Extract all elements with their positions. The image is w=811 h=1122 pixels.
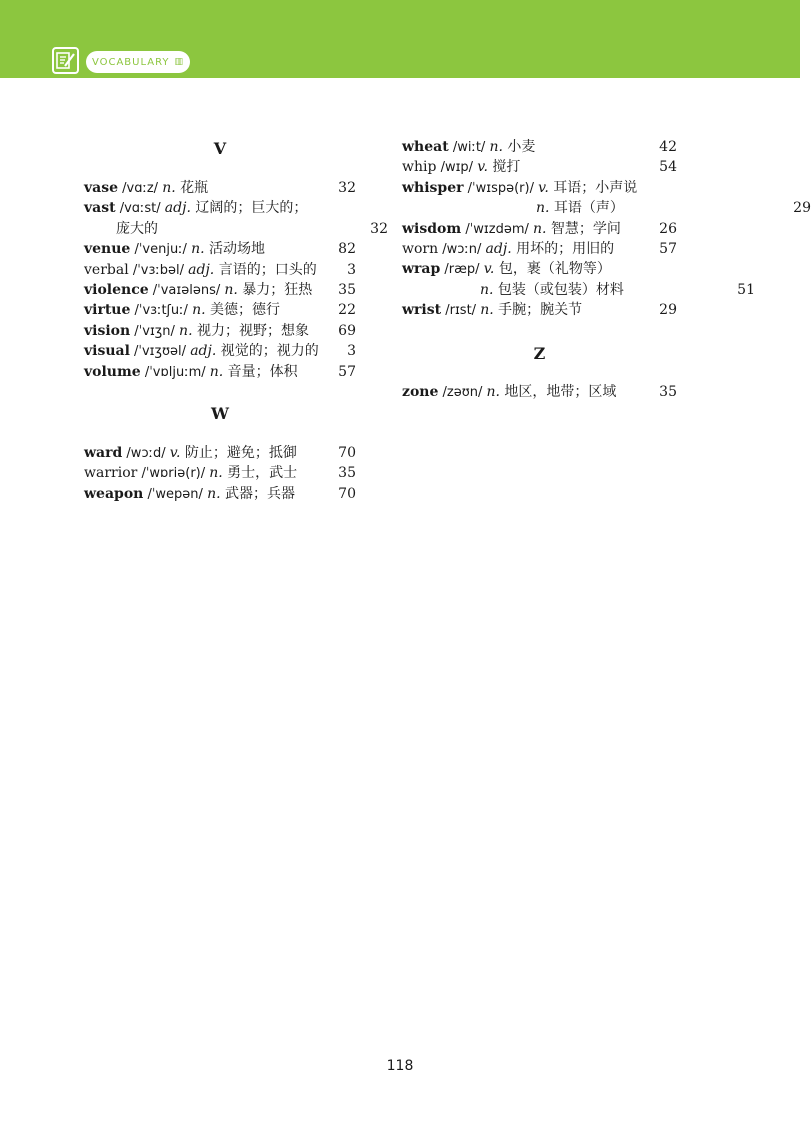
page-reference: 69 [338, 322, 356, 339]
definition: 耳语（声） [549, 200, 624, 217]
headword: wrap [402, 261, 441, 278]
definition: 耳语；小声说 [548, 179, 638, 196]
section-heading-v: V [213, 139, 227, 158]
part-of-speech: n. [486, 384, 500, 400]
headword: wheat [402, 139, 449, 155]
part-of-speech: n. [192, 302, 206, 319]
dictionary-entry [84, 300, 356, 321]
pronunciation: /ˈwɪspə(r)/ [463, 180, 539, 196]
pronunciation: /vɑːst/ [115, 201, 165, 217]
pronunciation: /ˈwɒriə(r)/ [137, 466, 210, 482]
dictionary-entry [84, 484, 356, 505]
part-of-speech: n. [480, 281, 494, 298]
definition: 智慧；学问 [546, 220, 621, 237]
part-of-speech: adj. [190, 343, 217, 360]
page-reference: 35 [338, 282, 356, 298]
headword: volume [84, 363, 141, 380]
part-of-speech: n. [480, 302, 494, 319]
definition: 视觉的；视力的 [216, 343, 319, 360]
pronunciation: /ˈvɜːbəl/ [128, 262, 189, 278]
page-reference: 3 [347, 261, 356, 278]
pronunciation: /wɔːn/ [438, 242, 486, 257]
part-of-speech: n. [162, 180, 176, 196]
part-of-speech: v. [169, 445, 181, 461]
pronunciation: /ˈwɪzdəm/ [461, 221, 534, 237]
page-reference: 70 [338, 485, 356, 502]
page-reference: 26 [659, 220, 677, 237]
dictionary-entry [84, 219, 388, 239]
part-of-speech: n. [489, 139, 503, 155]
page-reference: 51 [737, 281, 755, 298]
definition: 地区，地带；区域 [499, 384, 617, 400]
headword: wisdom [402, 220, 462, 237]
definition: 搅打 [487, 159, 521, 176]
page-reference: 70 [338, 445, 356, 461]
part-of-speech: n. [536, 200, 550, 217]
headword: vision [84, 322, 131, 339]
part-of-speech: v. [538, 179, 549, 196]
bars-icon: ▥ [174, 57, 185, 67]
dictionary-entry [402, 137, 677, 158]
dictionary-entry [402, 157, 677, 178]
headword: wrist [402, 302, 442, 319]
dictionary-entry [402, 382, 677, 403]
headword: worn [402, 241, 439, 257]
page-reference: 32 [338, 180, 356, 196]
part-of-speech: n. [179, 322, 193, 339]
definition: 包装（或包装）材料 [493, 281, 624, 298]
definition: 庞大的 [116, 220, 158, 237]
part-of-speech: v. [483, 261, 495, 278]
dictionary-entry [84, 321, 356, 342]
definition: 勇士，武士 [222, 465, 298, 482]
pronunciation: /ˈwepən/ [143, 486, 208, 502]
part-of-speech: n. [209, 363, 224, 380]
headword: verbal [84, 261, 129, 278]
page-reference: 82 [338, 241, 356, 258]
headword: zone [402, 384, 439, 400]
page-reference: 35 [338, 465, 356, 482]
headword: virtue [84, 302, 131, 319]
pronunciation: /ˈvɪʒn/ [130, 323, 180, 339]
headword: vase [84, 180, 118, 196]
part-of-speech: adj. [188, 261, 215, 278]
definition: 手腕；腕关节 [493, 302, 583, 319]
definition: 美德；德行 [205, 302, 280, 319]
dictionary-entry [84, 239, 356, 260]
dictionary-entry [84, 280, 356, 301]
dictionary-entry [84, 178, 356, 199]
section-heading-w: W [211, 404, 229, 423]
part-of-speech: v. [477, 159, 488, 176]
part-of-speech: n. [209, 465, 223, 482]
dictionary-entry [84, 362, 356, 383]
page-reference: 3 [347, 343, 356, 360]
dictionary-entry [402, 178, 677, 199]
definition: 言语的；口头的 [214, 261, 317, 278]
pronunciation: /ræp/ [440, 262, 484, 278]
part-of-speech: n. [533, 220, 547, 237]
page-reference: 22 [338, 302, 356, 319]
headword: ward [84, 445, 123, 461]
page-number: 118 [386, 1058, 414, 1074]
pronunciation: /wɪp/ [436, 160, 478, 176]
headword: violence [84, 282, 149, 298]
pronunciation: /wɔːd/ [122, 446, 170, 461]
headword: weapon [84, 485, 144, 502]
header-bar [0, 0, 800, 78]
headword: warrior [84, 465, 138, 482]
definition: 花瓶 [175, 180, 209, 196]
definition: 视力；视野；想象 [192, 322, 309, 339]
section-label-text: VOCABULARY [91, 56, 170, 68]
pronunciation: /ˈvɪʒʊəl/ [129, 344, 191, 360]
dictionary-entry [402, 239, 677, 260]
definition: 音量；体积 [223, 363, 298, 380]
pronunciation: /ˈvenjuː/ [130, 242, 192, 258]
page-reference: 35 [659, 384, 677, 400]
dictionary-entry [84, 463, 356, 484]
pronunciation: /rɪst/ [441, 303, 481, 319]
dictionary-entry [84, 443, 356, 464]
dictionary-entry [402, 300, 677, 321]
pronunciation: /zəʊn/ [438, 385, 487, 400]
definition: 小麦 [502, 139, 536, 155]
pronunciation: /vɑːz/ [118, 181, 163, 196]
part-of-speech: n. [224, 282, 238, 298]
page-reference: 54 [659, 159, 677, 176]
part-of-speech: adj. [485, 241, 512, 257]
page-reference: 32 [370, 220, 388, 237]
section-label [86, 51, 190, 73]
page-reference: 42 [659, 139, 677, 155]
pronunciation: /ˈvaɪələns/ [148, 283, 225, 298]
pronunciation: /wiːt/ [448, 140, 490, 155]
headword: visual [84, 343, 130, 360]
headword: whisper [402, 179, 464, 196]
definition: 暴力；狂热 [237, 282, 313, 298]
dictionary-entry [402, 198, 811, 218]
page-reference: 57 [338, 363, 356, 380]
headword: whip [402, 159, 437, 176]
part-of-speech: n. [207, 485, 221, 502]
definition: 用坏的；用旧的 [511, 241, 615, 257]
page-reference: 57 [659, 241, 677, 257]
definition: 武器；兵器 [220, 485, 295, 502]
part-of-speech: adj. [164, 200, 191, 217]
dictionary-entry [402, 259, 677, 280]
definition: 防止；避免；抵御 [180, 445, 297, 461]
definition: 活动场地 [204, 241, 265, 258]
dictionary-entry [84, 260, 356, 281]
page-reference: 29 [793, 200, 811, 217]
headword: vast [84, 200, 116, 217]
definition: 包，裹（礼物等） [494, 261, 611, 278]
dictionary-entry [402, 280, 755, 300]
part-of-speech: n. [191, 241, 205, 258]
dictionary-entry [84, 341, 356, 362]
dictionary-entry [84, 198, 356, 219]
section-heading-z: Z [533, 344, 546, 363]
notebook-pencil-icon [52, 47, 79, 74]
headword: venue [84, 241, 131, 258]
definition: 辽阔的；巨大的； [190, 200, 308, 217]
dictionary-entry [402, 219, 677, 240]
pronunciation: /ˈvɒljuːm/ [140, 364, 210, 380]
page-reference: 29 [659, 302, 677, 319]
pronunciation: /ˈvɜːtʃuː/ [130, 303, 193, 319]
